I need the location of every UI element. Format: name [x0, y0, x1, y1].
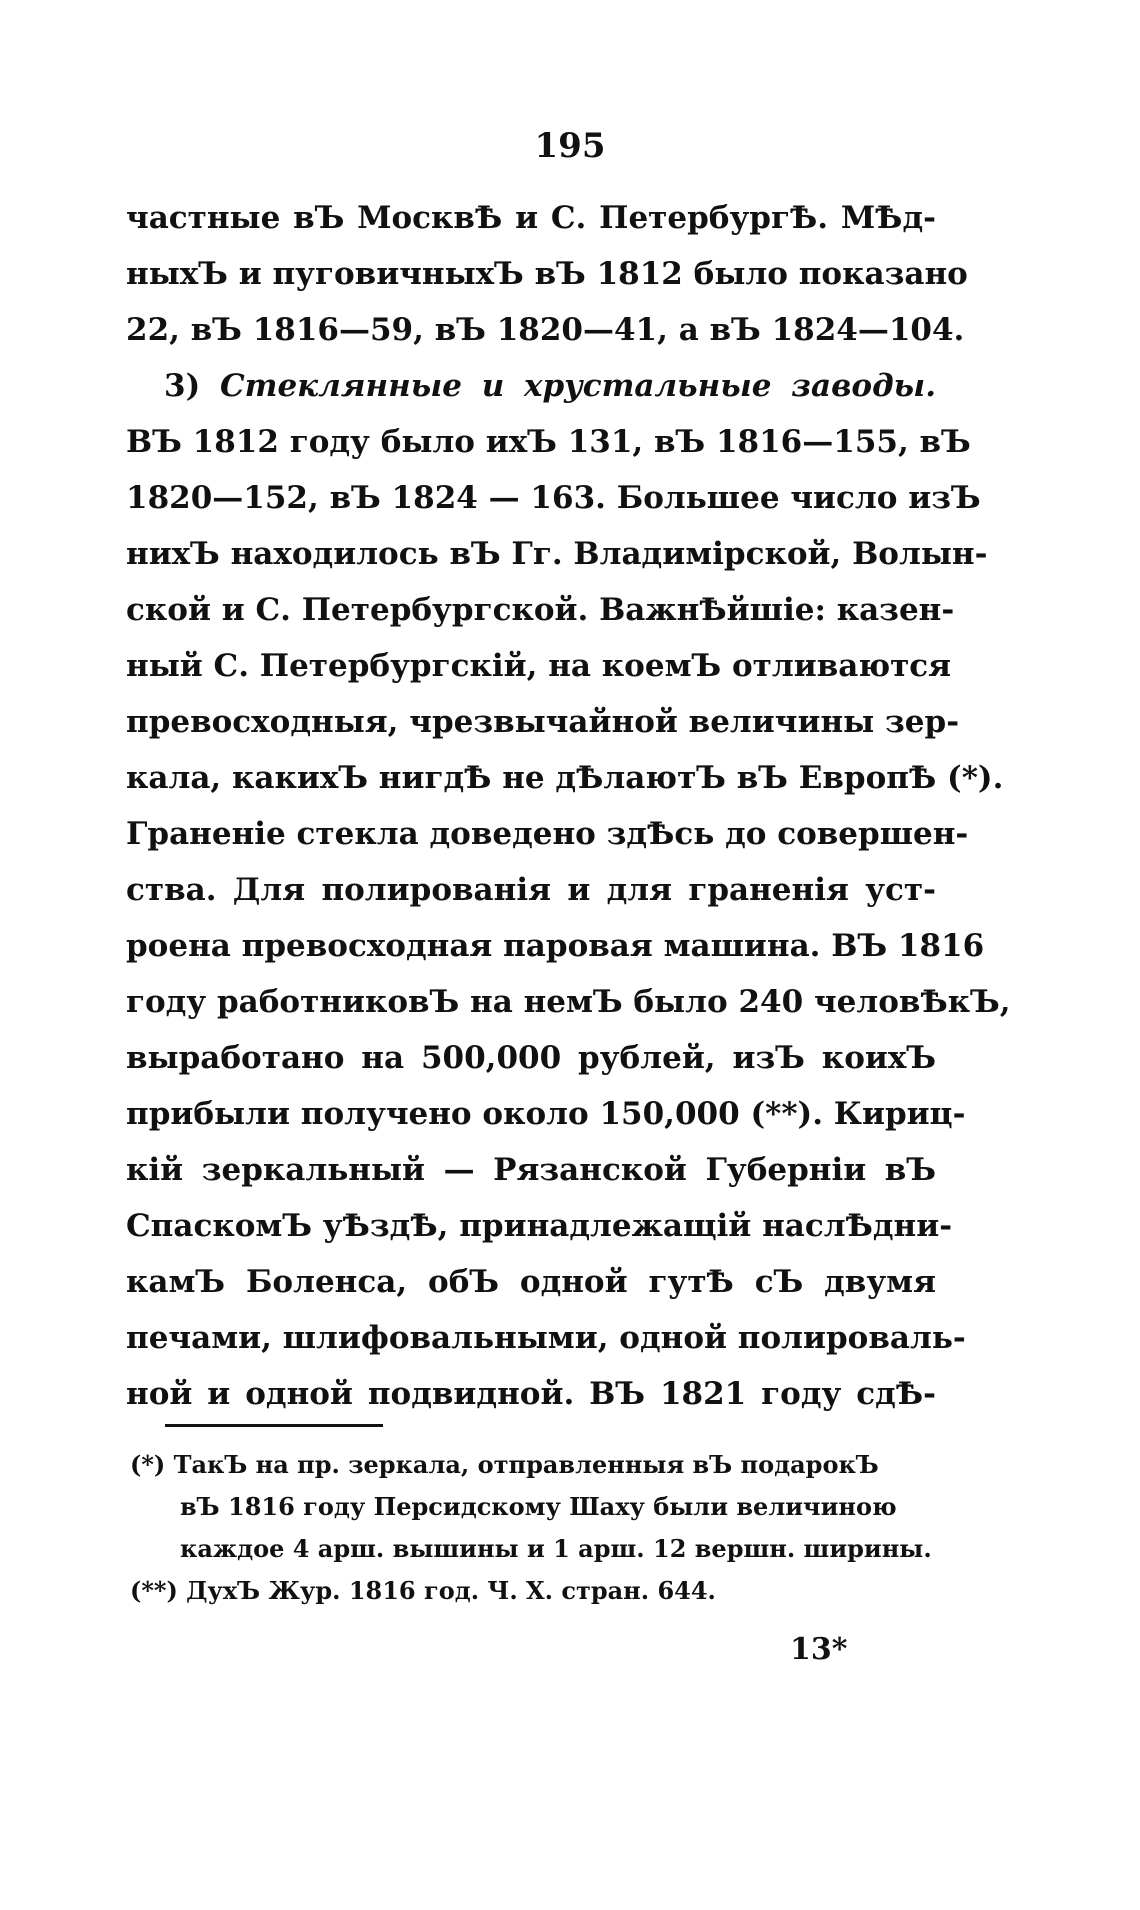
text-line: 22, вЪ 1816—59, вЪ 1820—41, а вЪ 1824—104. [126, 312, 965, 348]
page-number: 195 [534, 126, 606, 166]
text-line: году работниковЪ на немЪ было 240 человѢкЪ, [126, 984, 1011, 1020]
footnote-line: вЪ 1816 году Персидскому Шаху были величиною [180, 1492, 897, 1521]
text-line: СпаскомЪ уѢздѢ, принадлежащій наслѢдни- [126, 1208, 953, 1244]
text-line: кій зеркальный — Рязанской Губерніи вЪ [126, 1152, 936, 1188]
text-line: кала, какихЪ нигдѢ не дѢлаютЪ вЪ ЕвропѢ (*). [126, 760, 1004, 796]
signature-mark: 13* [790, 1632, 848, 1667]
text-line: прибыли получено около 150,000 (**). Кириц- [126, 1096, 966, 1132]
footnote-line: каждое 4 арш. вышины и 1 арш. 12 вершн. ширины. [180, 1534, 932, 1563]
footnote-line: (**) ДухЪ Жур. 1816 год. Ч. X. стран. 644. [130, 1576, 716, 1605]
body-text [126, 190, 1011, 1422]
text-line: 1820—152, вЪ 1824 — 163. Большее число изЪ [126, 480, 981, 516]
text-line: выработано на 500,000 рублей, изЪ коихЪ [126, 1040, 936, 1076]
text-line: Граненіе стекла доведено здѢсь до совершен- [126, 816, 969, 852]
text-line: ный С. Петербургскій, на коемЪ отливаются [126, 648, 952, 684]
text-line: камЪ Боленса, обЪ одной гутѢ сЪ двумя [126, 1264, 936, 1300]
text-line: превосходныя, чрезвычайной величины зер- [126, 704, 960, 740]
text-line: роена превосходная паровая машина. ВЪ 1816 [126, 928, 985, 964]
footnote-divider [165, 1424, 383, 1427]
text-line: ской и С. Петербургской. ВажнѢйшіе: казен- [126, 592, 955, 628]
section-heading-line [126, 358, 936, 414]
footnote-line: (*) ТакЪ на пр. зеркала, отправленныя вЪ подарокЪ [130, 1450, 879, 1479]
text-line: ныхЪ и пуговичныхЪ вЪ 1812 было показано [126, 256, 968, 292]
footnotes [130, 1444, 940, 1612]
text-line: нихЪ находилось вЪ Гг. Владимірской, Волын- [126, 536, 988, 572]
text-line: ной и одной подвидной. ВЪ 1821 году сдѢ- [126, 1376, 936, 1412]
section-number: 3) [164, 368, 220, 404]
section-heading: Стеклянные и хрустальные заводы. [219, 368, 936, 404]
text-line: ВЪ 1812 году было ихЪ 131, вЪ 1816—155, вЪ [126, 424, 971, 460]
text-line: частные вЪ МосквѢ и С. ПетербургѢ. МѢд- [126, 200, 936, 236]
text-line: печами, шлифовальными, одной полироваль- [126, 1320, 966, 1356]
text-line: ства. Для полированія и для граненія уст- [126, 872, 936, 908]
